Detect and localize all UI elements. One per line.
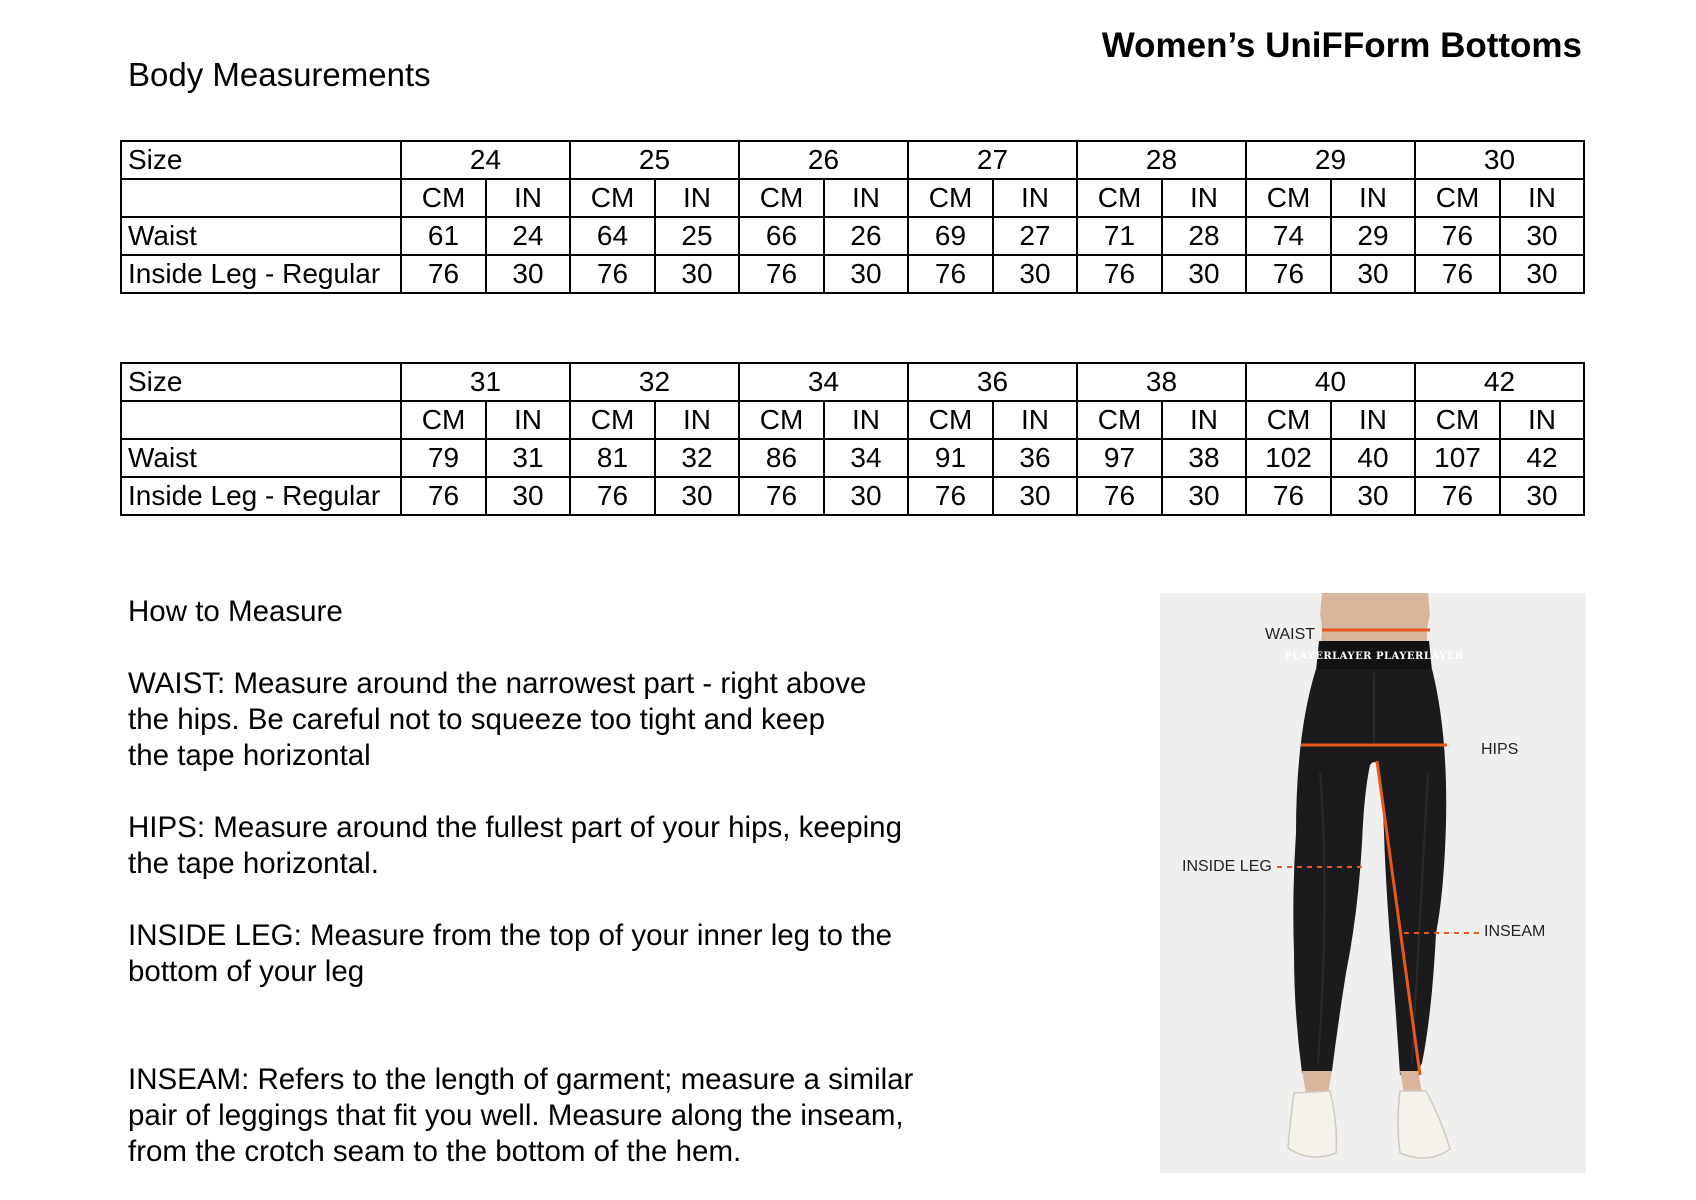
value-cell: 64 [570, 217, 655, 255]
value-cell: 102 [1246, 439, 1331, 477]
value-cell: 76 [570, 255, 655, 293]
size-header-cell: 24 [401, 141, 570, 179]
section-heading: Body Measurements [128, 56, 431, 93]
row-label-cell: Waist [121, 439, 401, 477]
value-cell: 31 [486, 439, 570, 477]
unit-cell-in: IN [486, 401, 570, 439]
value-cell: 40 [1331, 439, 1415, 477]
waist-label: WAIST [1265, 626, 1316, 643]
inseam-label: INSEAM [1484, 923, 1546, 940]
value-cell: 30 [993, 255, 1077, 293]
size-header-row [121, 363, 1584, 401]
unit-cell-cm: CM [570, 179, 655, 217]
size-header-cell: 42 [1415, 363, 1584, 401]
unit-cell-cm: CM [739, 401, 824, 439]
size-header-cell: 36 [908, 363, 1077, 401]
empty-label-cell [121, 401, 401, 439]
value-cell: 36 [993, 439, 1077, 477]
unit-cell-cm: CM [1246, 401, 1331, 439]
unit-cell-in: IN [1162, 401, 1246, 439]
size-header-cell: 28 [1077, 141, 1246, 179]
value-cell: 76 [1246, 255, 1331, 293]
value-cell: 30 [655, 255, 739, 293]
unit-cell-cm: CM [908, 179, 993, 217]
value-cell: 79 [401, 439, 486, 477]
size-header-cell: 31 [401, 363, 570, 401]
value-cell: 76 [1077, 255, 1162, 293]
value-cell: 76 [908, 255, 993, 293]
value-cell: 86 [739, 439, 824, 477]
guide-heading: How to Measure [128, 595, 343, 628]
value-cell: 71 [1077, 217, 1162, 255]
unit-cell-in: IN [993, 179, 1077, 217]
value-cell: 76 [401, 255, 486, 293]
value-cell: 61 [401, 217, 486, 255]
unit-header-row [121, 179, 1584, 217]
value-cell: 30 [1331, 255, 1415, 293]
unit-cell-cm: CM [1077, 401, 1162, 439]
size-header-cell: 25 [570, 141, 739, 179]
empty-label-cell [121, 179, 401, 217]
unit-cell-in: IN [1162, 179, 1246, 217]
value-cell: 76 [401, 477, 486, 515]
size-table [120, 140, 1585, 294]
unit-cell-cm: CM [739, 179, 824, 217]
value-cell: 30 [824, 255, 908, 293]
value-cell: 30 [1500, 255, 1584, 293]
value-cell: 76 [1415, 255, 1500, 293]
value-cell: 30 [1500, 477, 1584, 515]
value-cell: 76 [739, 477, 824, 515]
unit-cell-cm: CM [1415, 401, 1500, 439]
size-header-cell: 38 [1077, 363, 1246, 401]
table-row [121, 477, 1584, 515]
value-cell: 28 [1162, 217, 1246, 255]
left-shoe [1288, 1091, 1336, 1157]
unit-cell-cm: CM [401, 401, 486, 439]
waistband-text: PLAYERLAYER PLAYERLAYER [1284, 651, 1464, 662]
value-cell: 24 [486, 217, 570, 255]
table-row [121, 439, 1584, 477]
value-cell: 30 [993, 477, 1077, 515]
size-header-cell: 32 [570, 363, 739, 401]
value-cell: 27 [993, 217, 1077, 255]
unit-cell-cm: CM [401, 179, 486, 217]
size-header-cell: 26 [739, 141, 908, 179]
value-cell: 25 [655, 217, 739, 255]
unit-cell-in: IN [486, 179, 570, 217]
unit-cell-in: IN [824, 179, 908, 217]
value-cell: 76 [1077, 477, 1162, 515]
guide-inside-leg: INSIDE LEG: Measure from the top of your inner leg to the bottom of your leg [128, 919, 893, 988]
unit-cell-in: IN [1331, 401, 1415, 439]
row-label-cell: Inside Leg - Regular [121, 477, 401, 515]
value-cell: 38 [1162, 439, 1246, 477]
unit-cell-in: IN [1500, 179, 1584, 217]
row-label-cell: Waist [121, 217, 401, 255]
measurement-diagram [1160, 593, 1586, 1173]
size-table [120, 362, 1585, 516]
unit-cell-in: IN [1500, 401, 1584, 439]
value-cell: 76 [908, 477, 993, 515]
value-cell: 30 [655, 477, 739, 515]
value-cell: 34 [824, 439, 908, 477]
unit-cell-in: IN [1331, 179, 1415, 217]
size-label-cell: Size [121, 141, 401, 179]
size-header-cell: 29 [1246, 141, 1415, 179]
value-cell: 69 [908, 217, 993, 255]
value-cell: 107 [1415, 439, 1500, 477]
right-shoe [1398, 1091, 1450, 1158]
value-cell: 76 [739, 255, 824, 293]
value-cell: 30 [1162, 477, 1246, 515]
value-cell: 76 [1415, 217, 1500, 255]
value-cell: 30 [486, 477, 570, 515]
row-label-cell: Inside Leg - Regular [121, 255, 401, 293]
unit-cell-in: IN [655, 401, 739, 439]
unit-cell-cm: CM [1246, 179, 1331, 217]
value-cell: 81 [570, 439, 655, 477]
measure-guide [128, 594, 968, 1170]
value-cell: 91 [908, 439, 993, 477]
guide-waist: WAIST: Measure around the narrowest part - right above the hips. Be careful not to squeeze too tight and keep the tape horizontal [128, 667, 867, 772]
value-cell: 76 [1246, 477, 1331, 515]
unit-cell-cm: CM [570, 401, 655, 439]
guide-hips: HIPS: Measure around the fullest part of your hips, keeping the tape horizontal. [128, 811, 902, 880]
size-label-cell: Size [121, 363, 401, 401]
size-header-cell: 30 [1415, 141, 1584, 179]
size-header-cell: 40 [1246, 363, 1415, 401]
unit-cell-cm: CM [1077, 179, 1162, 217]
value-cell: 76 [570, 477, 655, 515]
page-title: Women’s UniFForm Bottoms [1101, 26, 1582, 65]
torso [1320, 593, 1430, 645]
leggings-illustration [1160, 593, 1586, 1173]
unit-cell-in: IN [655, 179, 739, 217]
value-cell: 30 [824, 477, 908, 515]
value-cell: 66 [739, 217, 824, 255]
value-cell: 29 [1331, 217, 1415, 255]
value-cell: 42 [1500, 439, 1584, 477]
value-cell: 30 [1500, 217, 1584, 255]
value-cell: 97 [1077, 439, 1162, 477]
unit-header-row [121, 401, 1584, 439]
value-cell: 30 [1162, 255, 1246, 293]
value-cell: 32 [655, 439, 739, 477]
inside-leg-label: INSIDE LEG [1182, 858, 1272, 875]
size-header-cell: 27 [908, 141, 1077, 179]
unit-cell-cm: CM [908, 401, 993, 439]
guide-inseam: INSEAM: Refers to the length of garment; measure a similar pair of leggings that fit you well. Measure along the inseam, from the crotch seam to the bottom of the hem. [128, 1063, 914, 1168]
table-row [121, 255, 1584, 293]
size-header-cell: 34 [739, 363, 908, 401]
hips-label: HIPS [1481, 741, 1519, 758]
value-cell: 74 [1246, 217, 1331, 255]
unit-cell-in: IN [993, 401, 1077, 439]
value-cell: 30 [486, 255, 570, 293]
unit-cell-cm: CM [1415, 179, 1500, 217]
unit-cell-in: IN [824, 401, 908, 439]
value-cell: 30 [1331, 477, 1415, 515]
size-header-row [121, 141, 1584, 179]
table-row [121, 217, 1584, 255]
value-cell: 76 [1415, 477, 1500, 515]
value-cell: 26 [824, 217, 908, 255]
